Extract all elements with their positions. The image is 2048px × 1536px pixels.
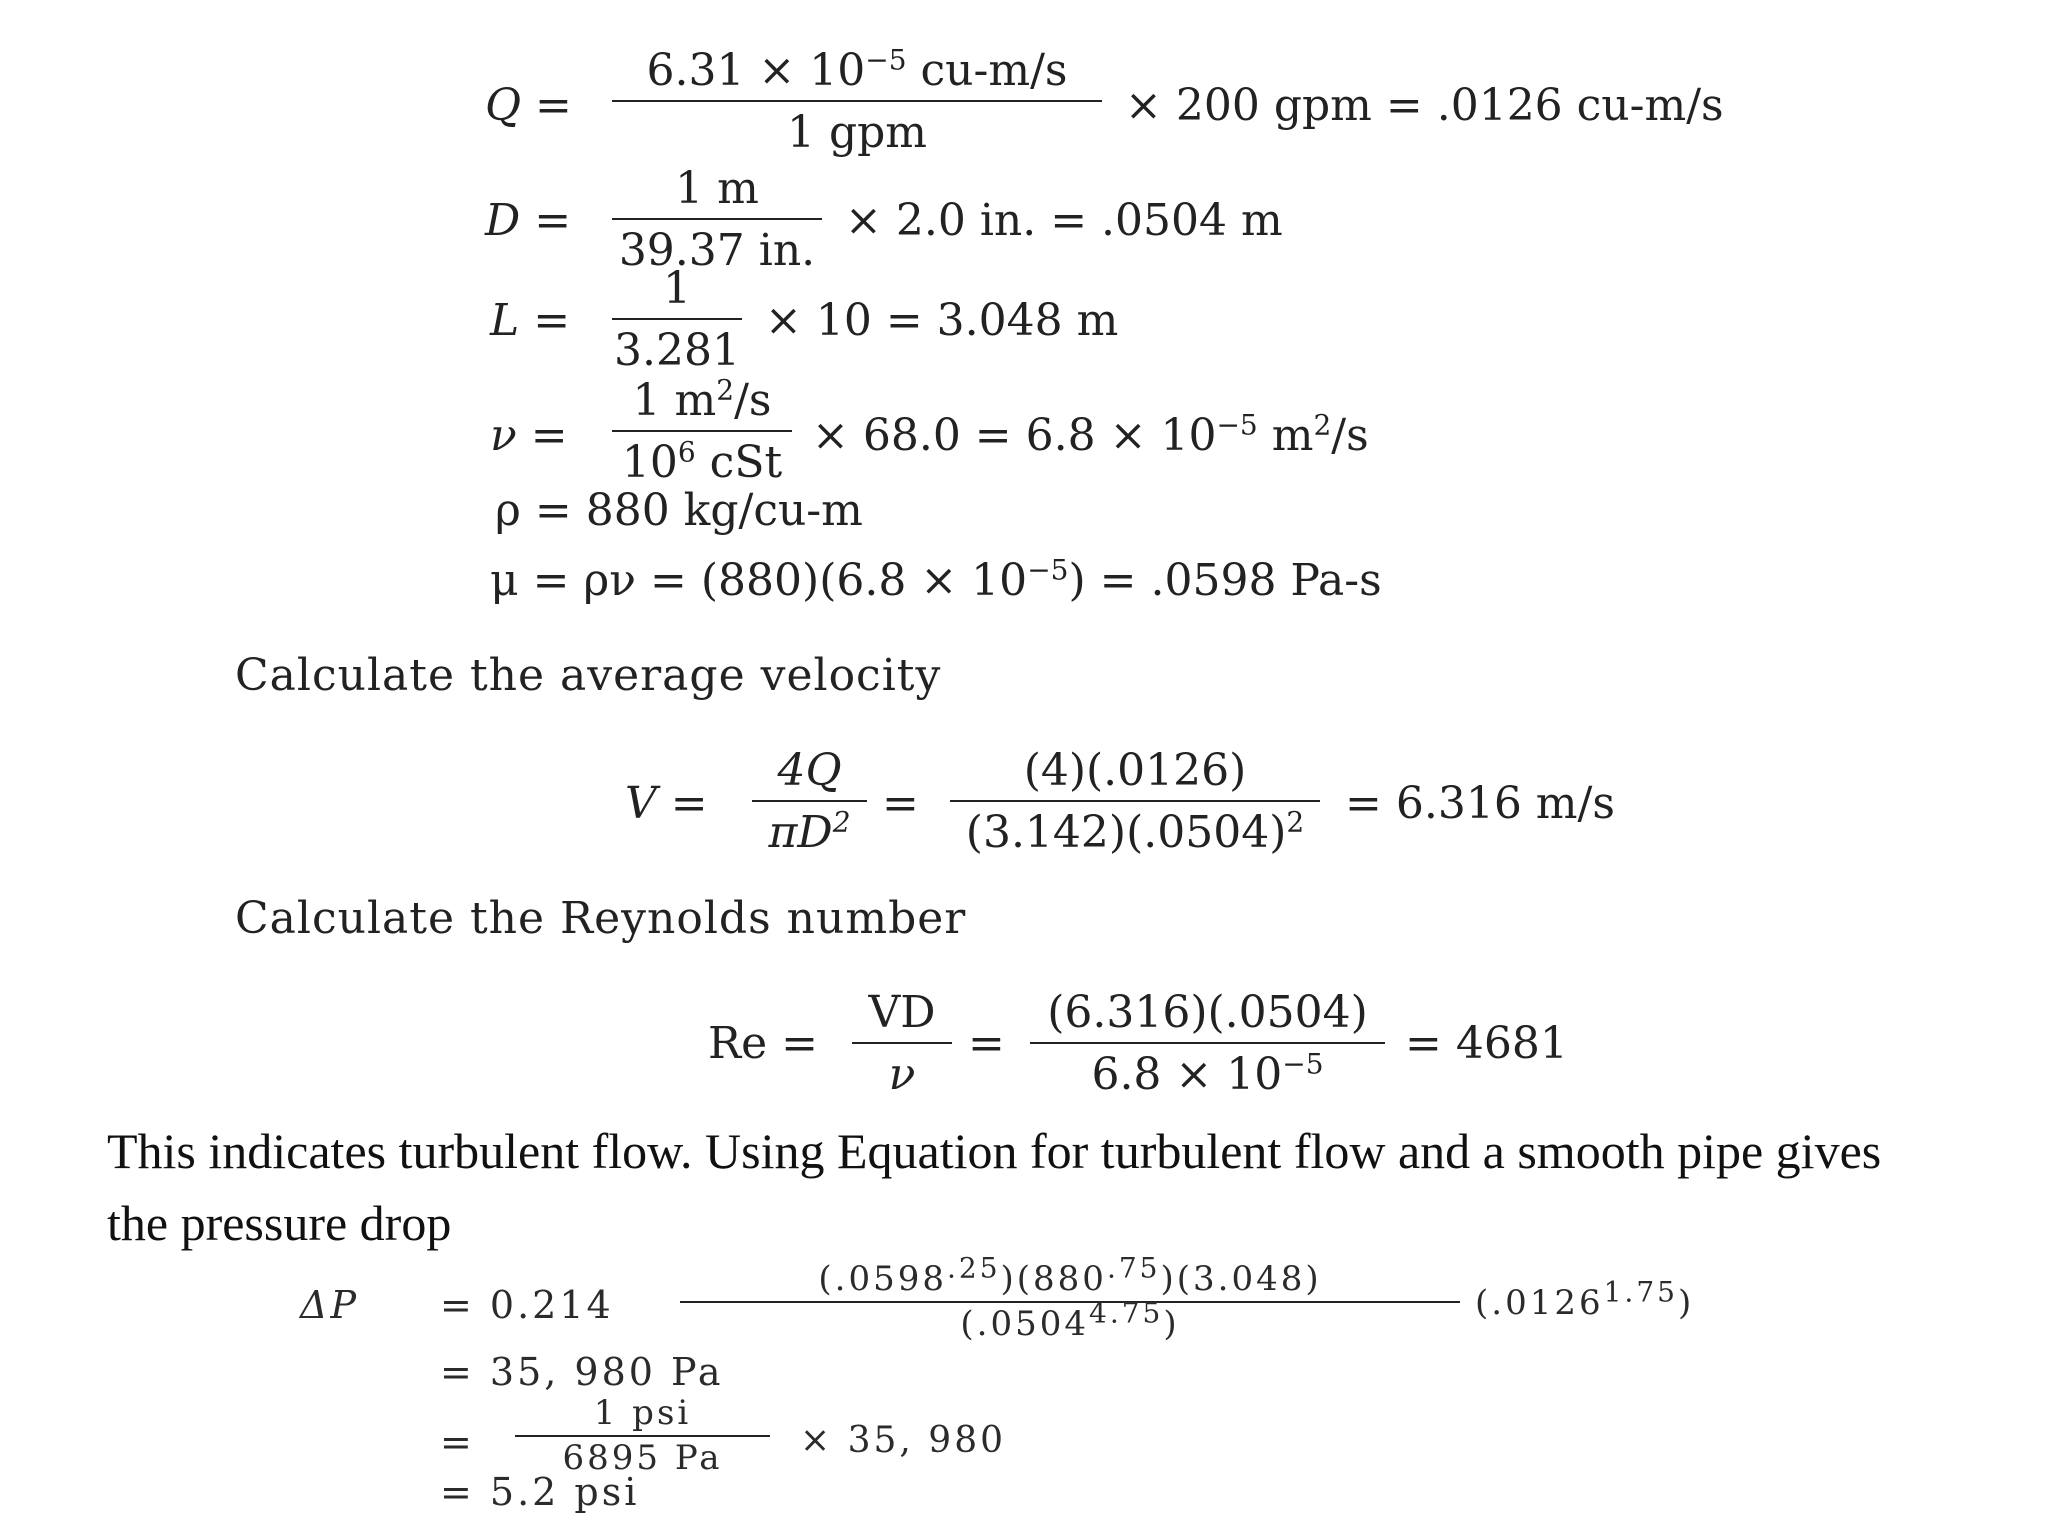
d-symbol: D = [485, 195, 572, 246]
q-result: × 200 gpm = .0126 cu-m/s [1125, 80, 1724, 131]
delta-p-coefficient: = 0.214 [440, 1283, 614, 1327]
v-denominator-1: $\pi D^2$ [768, 805, 851, 859]
delta-p-fraction [680, 1251, 1460, 1344]
heading-average-velocity: Calculate the average velocity [235, 650, 942, 701]
fraction-bar [612, 100, 1102, 102]
delta-p-numerator: $(.0598^{.25})(880^{.75})(3.048)$ [818, 1251, 1322, 1299]
nu-symbol: ν = [490, 410, 568, 461]
nu-fraction [612, 373, 792, 489]
l-fraction [612, 263, 742, 377]
re-equals: = [968, 1018, 1005, 1069]
v-fraction-2 [950, 745, 1320, 859]
mu-line: $\mu = \rho\nu = (880)(6.8 \times 10^{-5}) = .0598$ Pa-s [490, 553, 1382, 606]
delta-p-conversion-fraction [515, 1393, 770, 1478]
nu-denominator: $10^6$ cSt [621, 435, 783, 489]
explanation-paragraph [107, 1115, 1987, 1259]
fraction-bar [852, 1042, 952, 1044]
delta-p-line-3-rhs: × 35, 980 [800, 1420, 1007, 1461]
d-denominator: 39.37 in. [618, 225, 816, 277]
v-numerator-2: (4)(.0126) [1023, 745, 1247, 796]
delta-p-line-2: = 35, 980 Pa [440, 1350, 724, 1394]
fraction-bar [612, 318, 742, 320]
explanation-line-2: the pressure drop [107, 1195, 452, 1251]
re-result: = 4681 [1405, 1018, 1568, 1069]
v-equals: = [882, 778, 919, 829]
delta-p-symbol: ΔP [300, 1283, 360, 1327]
delta-p-line-3-equals: = [440, 1420, 475, 1464]
l-denominator: 3.281 [614, 325, 740, 377]
conversion-numerator: 1 psi [593, 1393, 692, 1433]
q-numerator: $6.31 \times 10^{-5}$ cu-m/s [646, 43, 1068, 96]
v-denominator-2: $(3.142)(.0504)^2$ [965, 805, 1305, 859]
l-result: × 10 = 3.048 m [765, 295, 1119, 346]
v-numerator-1: 4Q [777, 745, 842, 796]
v-result: = 6.316 m/s [1345, 778, 1615, 829]
rho-line: ρ = 880 kg/cu-m [495, 485, 863, 536]
nu-result: × $68.0 = 6.8 \times 10^{-5}$ $m^2/s$ [812, 408, 1369, 461]
heading-reynolds-number: Calculate the Reynolds number [235, 893, 967, 944]
re-denominator-1: ν [888, 1049, 916, 1101]
nu-numerator: 1 $m^2/s$ [632, 373, 772, 426]
delta-p-denominator: $(.0504^{4.75})$ [960, 1296, 1180, 1344]
d-fraction [612, 163, 822, 277]
fraction-bar [612, 218, 822, 220]
q-denominator: 1 gpm [786, 107, 928, 159]
fraction-bar [515, 1435, 770, 1437]
re-denominator-2: $6.8 \times 10^{-5}$ [1091, 1047, 1324, 1101]
v-fraction-1 [752, 745, 867, 859]
q-fraction [612, 43, 1102, 159]
d-result: × 2.0 in. = .0504 m [845, 195, 1283, 246]
fraction-bar [680, 1301, 1460, 1303]
re-symbol: Re = [708, 1018, 819, 1069]
d-numerator: 1 m [675, 163, 759, 214]
re-numerator-2: (6.316)(.0504) [1047, 987, 1368, 1038]
fraction-bar [752, 800, 867, 802]
re-fraction-1 [852, 987, 952, 1101]
fraction-bar [1030, 1042, 1385, 1044]
delta-p-line-4: = 5.2 psi [440, 1470, 640, 1514]
q-symbol: Q = [485, 80, 572, 131]
re-numerator-1: VD [868, 987, 936, 1038]
fraction-bar [950, 800, 1320, 802]
re-fraction-2 [1030, 987, 1385, 1101]
l-numerator: 1 [663, 263, 691, 314]
explanation-line-1: This indicates turbulent flow. Using Equation for turbulent flow and a smooth pipe gives [107, 1123, 1882, 1179]
l-symbol: L = [490, 295, 571, 346]
conversion-denominator: 6895 Pa [562, 1437, 723, 1478]
v-symbol: V = [625, 778, 708, 829]
fraction-bar [612, 430, 792, 432]
delta-p-tail: $(.0126^{1.75})$ [1475, 1275, 1695, 1323]
